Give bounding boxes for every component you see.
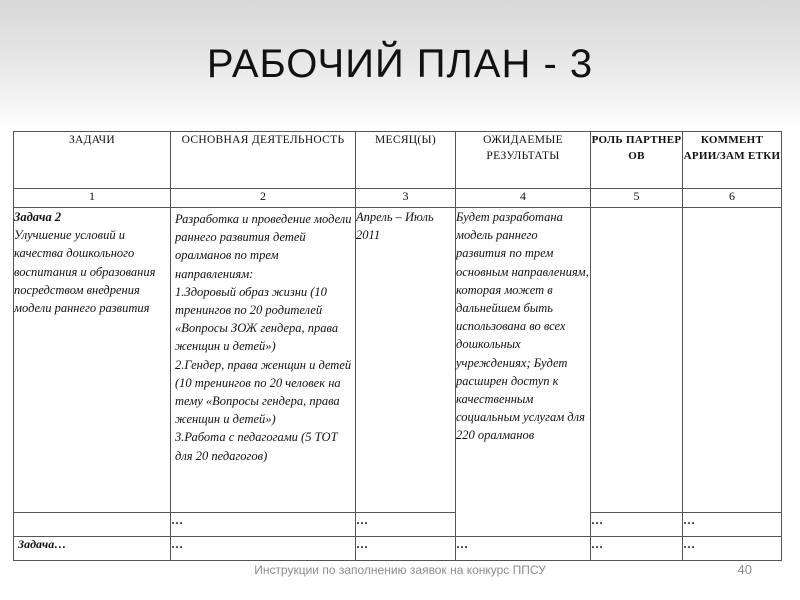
table-row	[14, 513, 782, 537]
months-cell: …	[356, 537, 456, 561]
column-number-row	[14, 189, 782, 208]
column-number: 4	[456, 189, 591, 208]
column-number: 1	[14, 189, 171, 208]
activity-item: 3.Работа с педагогами (5 ТОТ для 20 педагогов)	[175, 430, 338, 463]
header-partner-role: РОЛЬ ПАРТНЕР ОВ	[591, 132, 683, 189]
task-description: Улучшение условий и качества дошкольного воспитания и образования посредством внедрения модели раннего развития	[14, 228, 156, 316]
slide-title: РАБОЧИЙ ПЛАН - 3	[206, 42, 594, 86]
activity-cell: …	[171, 537, 356, 561]
header-row	[14, 132, 782, 189]
comments-cell	[683, 208, 782, 513]
column-number: 6	[683, 189, 782, 208]
comments-cell: …	[683, 537, 782, 561]
table-row	[14, 537, 782, 561]
activity-item: 2.Гендер, права женщин и детей (10 тренингов по 20 человек на тему «Вопросы гендера, права женщин и детей»)	[175, 357, 352, 427]
activity-cell	[171, 208, 356, 513]
task-cell	[14, 208, 171, 513]
header-months: МЕСЯЦ(Ы)	[356, 132, 456, 189]
work-plan-table	[13, 131, 782, 561]
activity-cell: …	[171, 513, 356, 537]
months-cell: Апрель – Июль 2011	[356, 208, 456, 513]
column-number: 2	[171, 189, 356, 208]
header-tasks: ЗАДАЧИ	[14, 132, 171, 189]
column-number: 3	[356, 189, 456, 208]
task-cell	[14, 513, 171, 537]
results-cell: Будет разработана модель раннего развития по трем основным направлениям, которая может в дальнейшем быть использована во всех дошкольных учреждениях; Будет расширен доступ к качественным социальным услугам для 220 оралманов	[456, 208, 591, 537]
partner-role-cell: …	[591, 513, 683, 537]
months-cell: …	[356, 513, 456, 537]
task-cell: Задача…	[14, 537, 171, 561]
table-row	[14, 208, 782, 513]
activity-item: 1.Здоровый образ жизни (10 тренингов по 20 родителей «Вопросы ЗОЖ гендера, права женщин и детей»)	[175, 284, 339, 354]
header-comments: КОММЕНТ АРИИ/ЗАМ ЕТКИ	[683, 132, 782, 189]
header-main-activity: ОСНОВНАЯ ДЕЯТЕЛЬНОСТЬ	[171, 132, 356, 189]
column-number: 5	[591, 189, 683, 208]
comments-cell: …	[683, 513, 782, 537]
results-cell: …	[456, 537, 591, 561]
partner-role-cell: …	[591, 537, 683, 561]
task-title: Задача 2	[14, 210, 62, 224]
page-number: 40	[737, 562, 752, 577]
footer-text: Инструкции по заполнению заявок на конкурс ППСУ	[254, 563, 546, 577]
activity-intro: Разработка и проведение модели раннего развития детей оралманов по трем направлениям:	[175, 212, 352, 281]
header-expected-results: ОЖИДАЕМЫЕ РЕЗУЛЬТАТЫ	[456, 132, 591, 189]
partner-role-cell	[591, 208, 683, 513]
